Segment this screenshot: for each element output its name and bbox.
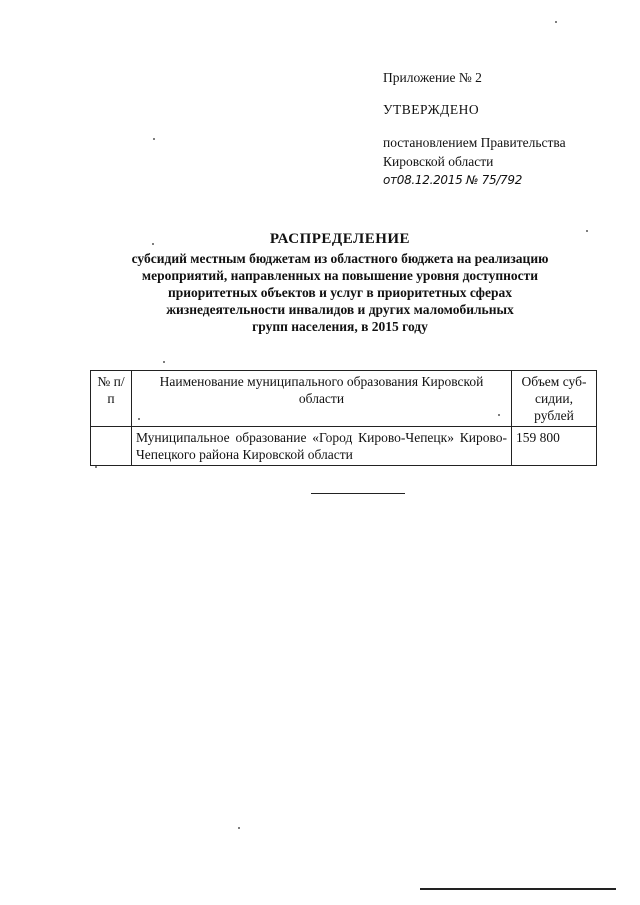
subtitle-line: мероприятий, направленных на повышение уровня доступности	[141, 268, 539, 283]
table-header-row	[91, 371, 597, 427]
subtitle-line: субсидий местным бюджетам из областного бюджета на реализацию	[131, 251, 549, 266]
cell-amount: 159 800	[512, 427, 597, 466]
table-row	[91, 427, 597, 466]
header-number: № п/п	[91, 371, 132, 427]
appendix-label: Приложение № 2	[383, 70, 482, 85]
scan-speck	[163, 361, 165, 363]
scan-speck	[152, 243, 154, 245]
scan-speck	[138, 418, 140, 420]
document-heading	[70, 231, 610, 335]
scan-speck	[498, 414, 500, 416]
approval-block	[383, 68, 623, 190]
cell-municipality: Муниципальное образование «Город Кирово-Чепецк» Кирово-Чепецкого района Кировской области	[132, 427, 512, 466]
subtitle-line: жизнедеятельности инвалидов и других маломобильных	[166, 302, 514, 317]
scan-speck	[586, 230, 588, 232]
decree-line-1: постановлением Правительства	[383, 135, 566, 150]
decree-date-number: от08.12.2015 № 75/792	[383, 173, 523, 187]
scan-speck	[153, 138, 155, 140]
decree-line-2: Кировской области	[383, 154, 494, 169]
scan-speck	[95, 466, 97, 468]
header-municipality: Наименование муниципального образования Кировской области	[132, 371, 512, 427]
scan-speck	[238, 827, 240, 829]
bottom-divider	[420, 888, 616, 890]
subtitle-line: групп населения, в 2015 году	[252, 319, 428, 334]
cell-number	[91, 427, 132, 466]
subtitle-line: приоритетных объектов и услуг в приоритетных сферах	[167, 285, 513, 300]
document-subtitle	[70, 250, 610, 335]
approved-label: УТВЕРЖДЕНО	[383, 102, 480, 117]
distribution-table	[90, 370, 597, 466]
header-amount: Объем суб-сидии, рублей	[512, 371, 597, 427]
scan-speck	[555, 21, 557, 23]
end-divider	[311, 493, 405, 494]
document-title: РАСПРЕДЕЛЕНИЕ	[269, 231, 411, 247]
